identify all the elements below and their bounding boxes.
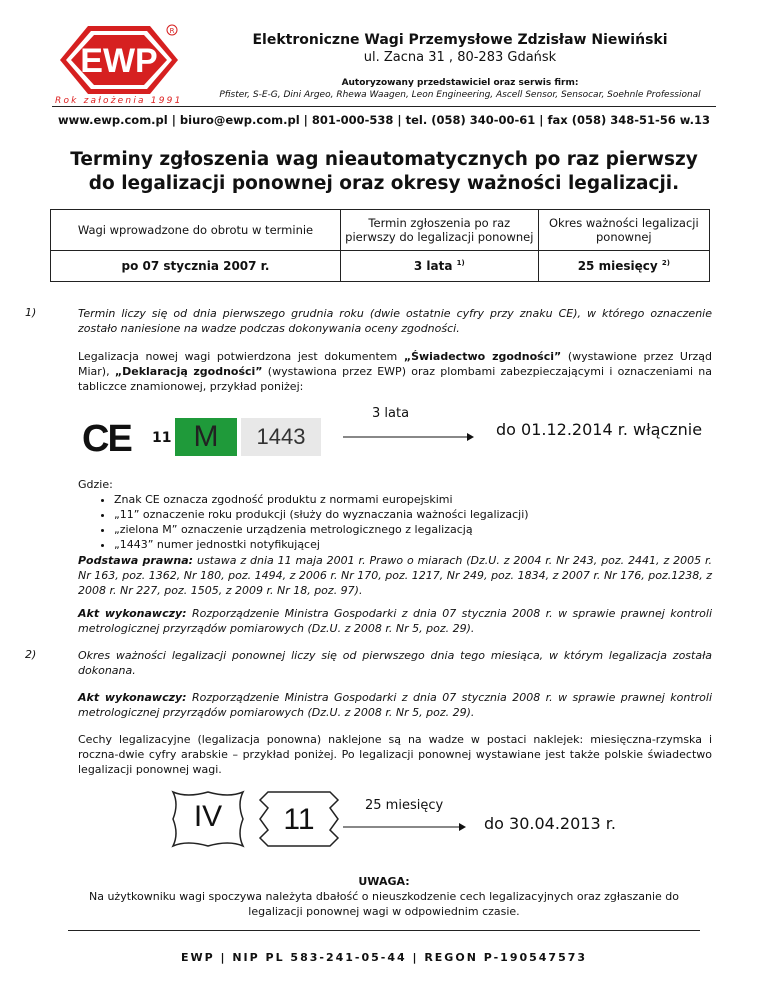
arrow-label: 25 miesięcy xyxy=(365,798,444,813)
table-cell: 3 lata $^{1)}$ xyxy=(340,251,538,282)
table-header-cell: Termin zgłoszenia po raz pierwszy do legalizacji ponownej xyxy=(340,210,538,251)
table-cell: po 07 stycznia 2007 r. xyxy=(51,251,341,282)
table-header-row xyxy=(51,210,710,251)
company-address: ul. Zacna 31 , 80-283 Gdańsk xyxy=(363,50,557,65)
company-name: Elektroniczne Wagi Przemysłowe Zdzisław Niewiński xyxy=(252,32,668,48)
validity-result: do 30.04.2013 r. xyxy=(484,814,616,833)
arrow-label: 3 lata xyxy=(372,406,410,421)
note1-text: Termin liczy się od dnia pierwszego grudnia roku (dwie ostatnie cyfry przy znaku CE), w którego oznaczenie zostało naniesione na wadze podczas dokonywania oceny zgodności. xyxy=(78,307,712,335)
month-stamp-text: IV xyxy=(193,800,223,833)
executive-act-1: Akt wykonawczy: Rozporządzenie Ministra Gospodarki z dnia 07 stycznia 2008 r. w sprawie prawnej kontroli metrologicznej przyrządów pomiarowych (Dz.U. z 2008 r. Nr 5, poz. 29). xyxy=(78,607,712,635)
table-row xyxy=(51,251,710,282)
page-title xyxy=(60,148,708,196)
terms-table xyxy=(50,209,710,282)
metrology-mark: M xyxy=(175,418,237,456)
notified-body-number: 1443 xyxy=(241,418,321,456)
table-cell: 25 miesięcy $^{2)}$ xyxy=(538,251,709,282)
tagline: Rok założenia 1991 xyxy=(55,96,183,106)
legalization-paragraph: Legalizacja nowej wagi potwierdzona jest dokumentem „Świadectwo zgodności” (wystawione przez Urząd Miar), „Deklaracją zgodności” (wystawiona przez EWP) oraz plombami zabezpieczającymi i oznaczeniami na tabliczce znamionowej, przykład poniżej: xyxy=(78,350,712,393)
year-stamp-text: 11 xyxy=(283,803,315,836)
table-header-cell: Okres ważności legalizacji ponownej xyxy=(538,210,709,251)
ce-mark: CE xyxy=(82,418,131,460)
list-item: • Znak CE oznacza zgodność produktu z normami europejskimi xyxy=(114,492,529,507)
footer: EWP | NIP PL 583-241-05-44 | REGON P-190547573 xyxy=(180,951,588,964)
bullet-list xyxy=(100,492,529,552)
note-number: 2) xyxy=(25,648,37,661)
year-stamp xyxy=(258,790,340,848)
list-item: • „1443” numer jednostki notyfikującej xyxy=(114,537,529,552)
arrow-icon xyxy=(343,430,475,444)
ce-year: 11 xyxy=(152,430,172,446)
where-label: Gdzie: xyxy=(78,478,113,491)
executive-act-2: Akt wykonawczy: Rozporządzenie Ministra Gospodarki z dnia 07 stycznia 2008 r. w sprawie prawnej kontroli metrologicznej przyrządów pomiarowych (Dz.U. z 2008 r. Nr 5, poz. 29). xyxy=(78,691,712,719)
svg-text:R: R xyxy=(169,27,175,35)
note2-text: Okres ważności legalizacji ponownej liczy się od pierwszego dnia tego miesiąca, w którym legalizacja została dokonana. xyxy=(78,649,712,677)
list-item: • „11” oznaczenie roku produkcji (służy do wyznaczania ważności legalizacji) xyxy=(114,507,529,522)
warning-text: Na użytkowniku wagi spoczywa należyta dbałość o nieuszkodzenie cech legalizacyjnych oraz zgłaszanie do legalizacji ponownej wagi w odpowiednim czasie. xyxy=(88,890,680,918)
logo-text: EWP xyxy=(80,42,158,80)
warning-title: UWAGA: xyxy=(358,875,410,888)
note-number: 1) xyxy=(25,306,37,319)
legal-basis: Podstawa prawna: ustawa z dnia 11 maja 2001 r. Prawo o miarach (Dz.U. z 2004 r. Nr 243, poz. 2441, z 2005 r. Nr 163, poz. 1362, Nr 180, poz. 1494, z 2006 r. Nr 170, poz. 1217, Nr 249, poz. 1834, z 2007 r. Nr 176, poz.1238, z 2008 r. Nr 227, poz. 1505, z 2009 r. Nr 18, poz. 97). xyxy=(78,554,712,597)
contact-line: www.ewp.com.pl | biuro@ewp.com.pl | 801-000-538 | tel. (058) 340-00-61 | fax (058) 348-51-56 w.13 xyxy=(57,113,711,127)
marks-paragraph: Cechy legalizacyjne (legalizacja ponowna) naklejone są na wadze w postaci naklejek: miesięczna-rzymska i roczna-dwie cyfry arabskie – przykład poniżej. Po legalizacji ponownej wystawiane jest także polskie świadectwo legalizacji ponownej wagi. xyxy=(78,733,712,776)
header-divider xyxy=(52,106,716,107)
authorized-label: Autoryzowany przedstawiciel oraz serwis firm: xyxy=(341,78,579,88)
footer-divider xyxy=(68,930,700,931)
title-line-2: do legalizacji ponownej oraz okresy ważności legalizacji. xyxy=(88,173,680,194)
arrow-icon xyxy=(343,820,467,834)
validity-result: do 01.12.2014 r. włącznie xyxy=(496,420,703,439)
title-line-1: Terminy zgłoszenia wag nieautomatycznych po raz pierwszy xyxy=(70,149,698,170)
list-item: • „zielona M” oznaczenie urządzenia metrologicznego z legalizacją xyxy=(114,522,529,537)
month-stamp xyxy=(167,790,249,848)
partners-list: Pfister, S-E-G, Dini Argeo, Rhewa Waagen, Leon Engineering, Ascell Sensor, Sensocar, Soehnle Professional xyxy=(219,90,701,100)
table-header-cell: Wagi wprowadzone do obrotu w terminie xyxy=(51,210,341,251)
